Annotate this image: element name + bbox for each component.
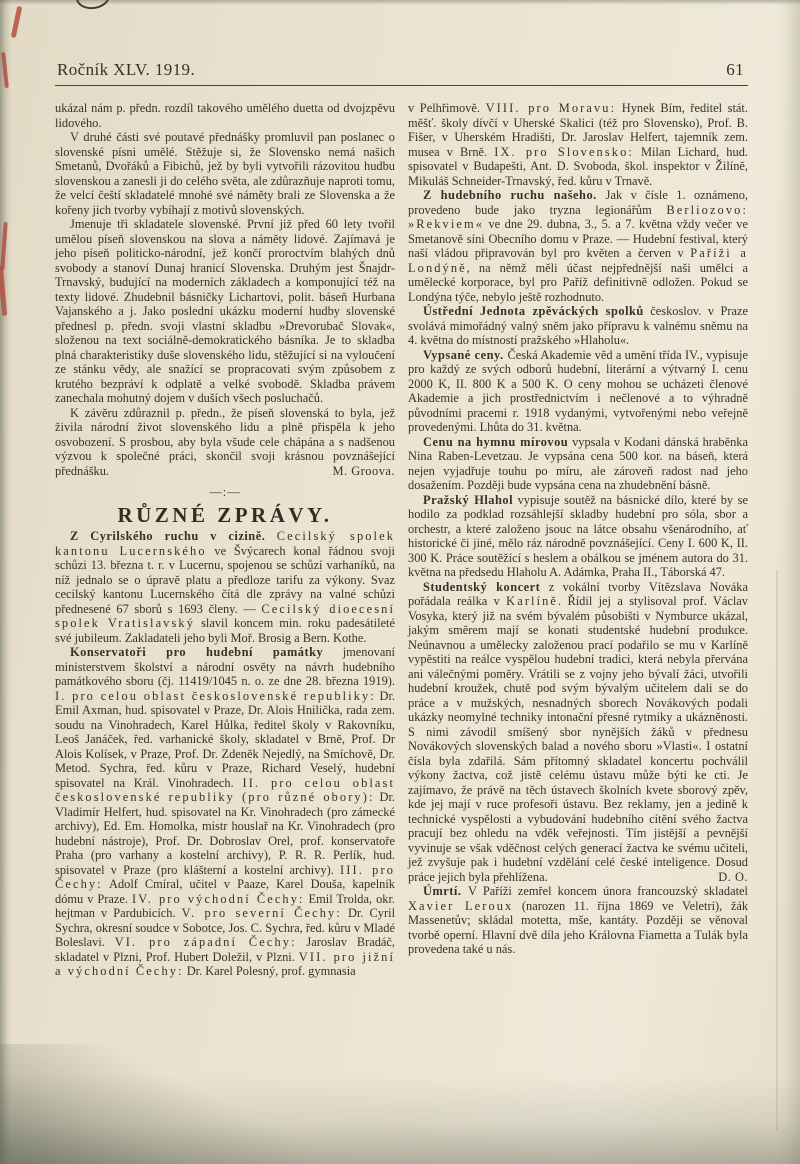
text-segment: Dr. Karel Polesný, prof. gymnasia — [183, 964, 356, 978]
text-segment: Z hudebního ruchu našeho. — [423, 188, 606, 202]
volume-title: Ročník XLV. 1919. — [57, 60, 196, 79]
paragraph — [408, 580, 748, 885]
text-segment: ukázal nám p. předn. rozdíl takového umělého duetta od dvojzpěvu lidového. — [55, 101, 395, 130]
text-segment: Dr. Vladimír Helfert, hud. spisovatel na Kr. Vinohradech (pro zámecké archivy), Ed. Em. Homolka, mistr houslař na Kr. Vinohradech (pro hudební nástroje), Prof. Dr. Dobroslav Orel, prof. konservatoře Praha (pro varhany a kostelní archivy), P. R. R. Perlík, hud. spisovatel v Praze (pro klášterní a kostelní archivy). — [55, 790, 395, 877]
text-segment: ve dne 29. dubna, 3., 5. a 7. května vždy večer ve Smetanově síni Obecního domu v Praze. — Hudební festival, který naší vládou připravován byl pro květen a červen v — [408, 217, 748, 260]
text-segment: Milan Lichard, hud. spisovatel v Budapešti, Ant. D. Svoboda, škol. inspektor v Žilíně, Mikuláš Schneider-Trnavský, řed. kůru v Trnavě. — [408, 144, 748, 188]
text-segment: IX. pro Slovensko: — [494, 144, 634, 159]
text-segment: Jmenuje tři skladatele slovenské. První již před 60 lety tvořil umělou píseň slovenskou na slova a náměty lidové. Zajímavá je jeho píseň politicko-národní, jež končí proroctvím blahých dnů svobody a stanoví Dunaj hranicí Slovenska. Druhým jest Šnajdr-Trnavský, budující na moderních základech a komponující též na texty lidové. Zhudebnil básničky Lichartovi, polit. báseň Hurbana Vajanského a j. Jako poslední ukázku moderní hudby slovenské přednesl p. předn. svoji vlastní skladbu »Drevorubač Slovak«, složenou na text sociálně-demokratického básníka. Je to skladba plná charakteristiky duše slovenského lidu, stěžující si na vyloučení ze stánku vědy, ale snažící se propracovati svým způsobem z krutého bezpráví k odplatě a velké svobodě. Skladba právem zanechala mohutný dojem v duších všech posluchačů. — [55, 217, 395, 405]
scan-edge-left — [0, 0, 11, 1164]
ink-ring-mark — [74, 0, 111, 11]
text-segment: , na němž měli účast nejpřednější naši umělci a umělecké korporace, byl pro Paříž definitivně odložen. Pokud se Londýna týče, nebylo ještě rozhodnuto. — [408, 260, 748, 304]
text-segment: Xavier Leroux — [408, 898, 514, 913]
text-segment: Ústřední Jednota zpěváckých spolků — [423, 304, 644, 318]
paragraph — [55, 217, 395, 406]
text-segment: vypsala v Kodani dánská hraběnka Nina Raben-Levetzau. Je vypsána cena 500 kor. na báseň, která nejen vyjadřuje touhu po míru, ale zároveň radost nad jeho dosažením. Později bude vypsána cena na zhudebnění básně. — [408, 434, 748, 492]
text-segment: ve Švýcarech konal řádnou svoji schůzi 13. března t. r. v Lucernu, spojenou se schůzí varhaníků, na níž jednalo se o úpravě platu a předloze tarifu za výkony. Svaz cecilský kantonu Lucernského čítá dle zprávy na valné schůzi přednesené 67 sborů s 1693 členy. — — [55, 543, 395, 616]
text-segment: VIII. pro Moravu: — [485, 101, 617, 115]
text-segment: II. pro celou oblast československé republiky (pro různé obory): — [55, 775, 395, 804]
text-segment: V. pro severní Čechy: — [181, 906, 342, 920]
text-segment: Paříži a Londýně — [408, 246, 748, 275]
text-segment: IV. pro východní Čechy: — [132, 891, 305, 906]
paragraph — [408, 348, 748, 435]
text-segment: Česká Akademie věd a umění třída IV., vypisuje pro každý ze svých odborů hudební, literární a výtvarný I. cenu 2000 K, II. 800 K a 500 K. O ceny mohou se ucházeti členové Akademie a jich prostřednictvím i nečlenové a to výhradně původními pracemi r. 1918 vydanými, vytvořenými nebo veřejně provedenými. Lhůta do 31. května. — [408, 347, 748, 434]
text-segment: Adolf Cmíral, učitel v Paaze, Karel Douša, kapelník dómu v Praze. — [55, 877, 395, 906]
paragraph — [408, 884, 748, 957]
paragraph — [55, 645, 395, 979]
text-segment: Hynek Bím, ředitel stát. měšť. školy dívčí v Uherské Skalici (též pro Slovensko), Prof. B. Fišer, v Uherském Hradišti, Dr. Jaroslav Helfert, tajemník zem. musea v Brně. — [408, 101, 748, 159]
paragraph — [408, 304, 748, 348]
paragraph — [55, 529, 395, 645]
text-segment: Vypsané ceny. — [423, 347, 508, 362]
text-segment: z vokální tvorby Vítězslava Nováka pořádala reálka v — [408, 579, 748, 608]
right-column — [408, 101, 748, 979]
section-title: RŮZNÉ ZPRÁVY. — [117, 502, 333, 527]
text-segment: Studentský koncert — [423, 579, 541, 594]
text-segment: v Pelhřimově. — [408, 101, 486, 115]
paragraph — [408, 435, 748, 493]
text-segment: Cecilský dioecesní spolek Vratislavský — [55, 601, 395, 630]
paragraph — [55, 101, 395, 130]
paragraph — [408, 101, 748, 188]
header-rule — [55, 85, 748, 86]
scan-edge-right — [776, 0, 800, 1164]
scan-edge-top — [0, 0, 800, 5]
text-segment: Karlíně — [506, 594, 559, 608]
text-segment: jmenovaní ministerstvem školství a národní osvěty na návrh hudebního památkového sboru (čj. 11419/1045 n. o. ze dne 28. března 1919). — [55, 645, 395, 688]
text-segment: VI. pro západní Čechy: — [114, 935, 297, 949]
text-segment: Dr. Emil Axman, hud. spisovatel v Praze, Dr. Alois Hnilička, rada zem. soudu na Vinohradech, Karel Hůlka, ředitel školy v Rakovníku, Leoš Janáček, řed. varhanické školy, skladatel v Brně, Prof. Dr Alois Kolísek, v Praze, Prof. Dr. Zdeněk Nejedlý, na Smíchově, Dr. Metod. Sychra, řed. kůru v Praze, Richard Veselý, hudební spisovatel na Král. Vinohradech. — [55, 688, 395, 790]
text-segment: Jaroslav Bradáč, skladatel v Plzni, Prof. Hubert Doležil, v Plzni. — [55, 935, 396, 964]
text-segment: V Paříži zemřel koncem února francouzský skladatel — [468, 884, 748, 898]
author-signature: M. Groova. — [332, 463, 395, 478]
text-segment: Berliozovo: »Rekviem« — [408, 202, 748, 231]
text-segment: Jak v čísle 1. oznámeno, provedeno bude jako tryzna legionářům — [408, 188, 748, 217]
section-divider: —:— — [209, 485, 241, 499]
text-segment: Z Cyrilského ruchu v cizině. — [70, 529, 277, 543]
text-segment: Dr. Cyril Sychra, okresní soudce v Sobotce, Jos. C. Sychra, řed. kůru v Mladé Boleslavi. — [55, 906, 396, 949]
page-corner-shadow — [0, 1044, 320, 1164]
text-segment: Úmrtí. — [423, 884, 469, 898]
page-content — [55, 60, 748, 979]
left-column — [55, 101, 395, 979]
page-number: 61 — [726, 60, 744, 79]
paragraph — [408, 493, 748, 580]
red-pencil-mark — [11, 6, 23, 38]
text-segment: Cenu na hymnu mírovou — [423, 434, 569, 449]
author-signature: D. O. — [718, 869, 748, 884]
paragraph — [55, 130, 395, 217]
text-segment: Konservatoři pro hudební památky — [70, 645, 324, 659]
text-segment: (narozen 11. října 1869 ve Veletri), žák Massenetův; skládal motetta, mše, kantáty. Později se věnoval tvorbě operní. Hlavní dvě díla jeho Královna Fiametta a Tulák byla provedena také u nás. — [408, 898, 749, 956]
text-segment: slavil koncem min. roku padesátileté své jubileum. Zakladateli jeho byli Moř. Brosig a Bern. Kothe. — [55, 616, 396, 645]
page-header — [55, 60, 748, 80]
paper-crease-line — [776, 570, 778, 1130]
text-segment: III. pro Čechy: — [55, 862, 395, 891]
text-segment: V druhé části své poutavé přednášky promluvil pan poslanec o slovenské písni umělé. Stěžuje si, že Slovensko nemá našich Smetanů, Dvořáků a Fibichů, jež by byli vytvořili rázovitou hudbu slovenskou a zanesli ji do celého světa, ale zdůrazňuje naproti tomu, že velcí čeští skladatelé mnohé své náměty brali ze Slovenska a že kořeny jich tvorby vybíhají z motivů slovenských. — [55, 130, 395, 217]
text-segment: vypisuje soutěž na básnické dílo, které by se hodilo za podklad rozsáhlejší skladby hudební pro sóla, sbor a orchestr, a které založeno jsouc na látce obsahu všenárodního, ať historické či jiné, mělo ráz národně povznášející. Ceny I. 600 K, II. 300 K. Práce soutěžící s heslem a obálkou se jménem autora do 31. května na předsedu Hlaholu A. Adámka, Praha II., Táborská 47. — [408, 492, 748, 579]
text-segment: Cecilský spolek kantonu Lucernského — [55, 529, 395, 558]
paragraph — [408, 188, 748, 304]
text-segment: . Řídil jej a stylisoval prof. Václav Vosyka, který již na svém bývalém působišti v Nymburce ukázal, jakým směrem mají se konati studentské hudební produkce. Neúnavnou a umělecky založenou prací podařilo se mu v Karlíně vypěstiti na reálce vyspělou hudební tradici, která nebyla přervána ani válečnými poměry. Vrátili se z vojny jeho bývalí žáci, utvořili hudební kroužek, chutě pod svým bývalým učitelem dali se do práce a v mužských, nesnadných sborech Novákových podali ukázky neomylné techniky intonační přesné rytmiky a ukázněnosti. S nimi závodil smíšený sbor nynějších žáků v přednesu Novákových slovenských balad a nového sboru »Vlasti«. I ostatní čísla byla zdařilá. Sám přítomný skladatel koncertu pochválil výkony žactva, což jistě celému ústavu může býti ke cti. Je zajímavo, že právě na těch ústavech školních kvete sborový zpěv, kde jej mají v ruce profesoři ústavu. Bez reklamy, jen a jedině k technické vyspělosti a vybudování hudebního cítění svého žactva pracují bez ohledu na vděk veřejnosti. Tím jistější a pevnější vyvinuje se však vděčnost celých generací žactva ke svému učiteli, jež zvyšuje pak i hudební vzdělání celé české inteligence. Dosud práce jejich byla přehlížena. — [408, 594, 748, 884]
text-segment: I. pro celou oblast československé republiky: — [55, 688, 376, 703]
text-segment: českoslov. v Praze svolává mimořádný valný sněm jako přípravu k valnému sněmu na 4. května do místností pražského »Hlaholu«. — [408, 304, 748, 347]
text-segment: VII. pro jižní a východní Čechy: — [55, 949, 395, 978]
text-segment: K závěru zdůraznil p. předn., že píseň slovenská to byla, jež živila národní život slovenského lidu a plně přispěla k jeho osvobození. S prosbou, aby byla všude cele chápána a s nadšenou výzvou k společné práci, skončil svoji krásnou povznášející přednášku. — [55, 405, 395, 478]
text-columns — [55, 101, 748, 979]
paragraph — [55, 406, 395, 479]
text-segment: Emil Trolda, okr. hejtman v Pardubicích. — [55, 891, 396, 920]
text-segment: Pražský Hlahol — [423, 492, 514, 507]
